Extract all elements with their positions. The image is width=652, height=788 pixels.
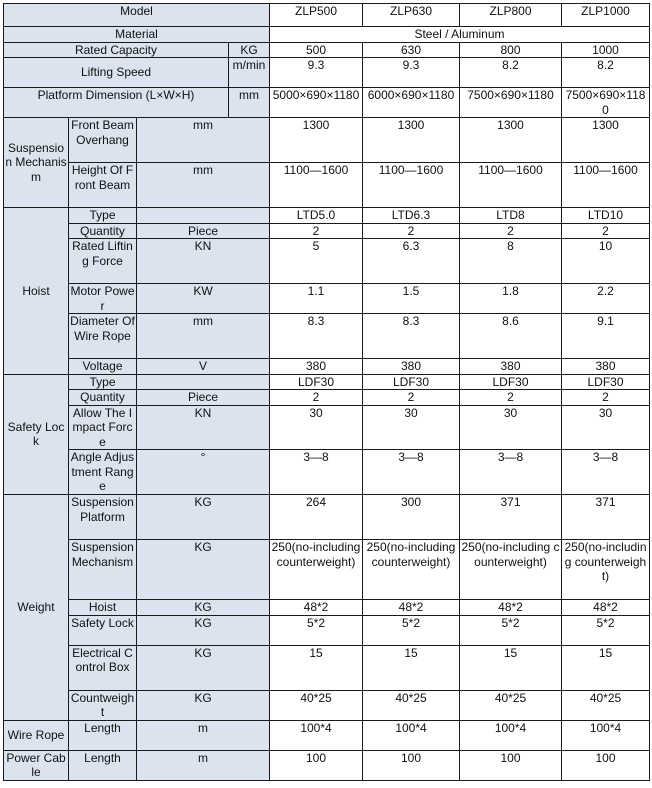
platform-dimension-unit: mm bbox=[229, 88, 270, 118]
item-label: Length bbox=[69, 720, 137, 750]
item-value: 8.3 bbox=[363, 314, 460, 359]
model-name: ZLP800 bbox=[460, 4, 562, 27]
group-weight-label: Weight bbox=[4, 495, 69, 721]
item-value: 1.1 bbox=[270, 284, 363, 314]
model-label: Model bbox=[4, 4, 270, 27]
item-value: 15 bbox=[363, 645, 460, 690]
group-suspension-row bbox=[4, 163, 650, 208]
header-row bbox=[4, 4, 650, 27]
model-name: ZLP1000 bbox=[562, 4, 650, 27]
platform-dimension-value: 5000×690×1180 bbox=[270, 88, 363, 118]
item-value: 2.2 bbox=[562, 284, 650, 314]
rated-capacity-value: 630 bbox=[363, 42, 460, 58]
group-safety-lock-row bbox=[4, 374, 650, 390]
lifting-speed-value: 8.2 bbox=[562, 58, 650, 88]
item-value: 2 bbox=[270, 390, 363, 406]
item-unit: KG bbox=[137, 600, 270, 616]
item-label: Suspension Platform bbox=[69, 495, 137, 540]
group-safety-lock-label: Safety Lock bbox=[4, 374, 69, 495]
group-power-cable-label: Power Cable bbox=[4, 750, 69, 780]
item-value: 100 bbox=[460, 750, 562, 780]
lifting-speed-label: Lifting Speed bbox=[4, 58, 229, 88]
item-value: 250(no-including counterweight) bbox=[460, 540, 562, 600]
item-value: 10 bbox=[562, 239, 650, 284]
item-label: Type bbox=[69, 374, 137, 390]
item-value: 1100—1600 bbox=[363, 163, 460, 208]
group-safety-lock-row bbox=[4, 390, 650, 406]
item-unit: Piece bbox=[137, 390, 270, 406]
group-weight-row bbox=[4, 615, 650, 645]
item-label: Rated Lifting Force bbox=[69, 239, 137, 284]
item-label: Angle Adjustment Range bbox=[69, 450, 137, 495]
item-value: 48*2 bbox=[363, 600, 460, 616]
item-value: 30 bbox=[562, 405, 650, 450]
platform-dimension-label: Platform Dimension (L×W×H) bbox=[4, 88, 229, 118]
item-value: 5*2 bbox=[562, 615, 650, 645]
material-value: Steel / Aluminum bbox=[270, 27, 650, 43]
group-hoist-label: Hoist bbox=[4, 208, 69, 375]
group-wire-rope-row bbox=[4, 720, 650, 750]
item-value: 380 bbox=[460, 359, 562, 375]
item-label: Hoist bbox=[69, 600, 137, 616]
group-weight-row bbox=[4, 495, 650, 540]
item-value: LTD6.3 bbox=[363, 208, 460, 224]
group-weight-row bbox=[4, 540, 650, 600]
item-unit: KG bbox=[137, 540, 270, 600]
item-value: 3—8 bbox=[460, 450, 562, 495]
item-value: 100*4 bbox=[460, 720, 562, 750]
item-value: 100*4 bbox=[363, 720, 460, 750]
item-value: LDF30 bbox=[363, 374, 460, 390]
platform-dimension-value: 7500×690×1180 bbox=[562, 88, 650, 118]
group-weight-row bbox=[4, 690, 650, 720]
item-value: 1.5 bbox=[363, 284, 460, 314]
item-value: 1300 bbox=[562, 118, 650, 163]
item-value: 380 bbox=[363, 359, 460, 375]
rated-capacity-label: Rated Capacity bbox=[4, 42, 229, 58]
item-value: LTD8 bbox=[460, 208, 562, 224]
group-suspension-row bbox=[4, 118, 650, 163]
rated-capacity-row bbox=[4, 42, 650, 58]
item-value: 1300 bbox=[363, 118, 460, 163]
item-value: 40*25 bbox=[460, 690, 562, 720]
lifting-speed-value: 9.3 bbox=[363, 58, 460, 88]
material-label: Material bbox=[4, 27, 270, 43]
group-suspension-label: Suspension Mechanism bbox=[4, 118, 69, 208]
item-value: 1100—1600 bbox=[562, 163, 650, 208]
group-hoist-row bbox=[4, 208, 650, 224]
item-value: 380 bbox=[562, 359, 650, 375]
item-value: 3—8 bbox=[270, 450, 363, 495]
item-label: Length bbox=[69, 750, 137, 780]
item-value: 48*2 bbox=[562, 600, 650, 616]
item-value: LDF30 bbox=[562, 374, 650, 390]
item-unit: KG bbox=[137, 690, 270, 720]
item-value: 30 bbox=[363, 405, 460, 450]
item-unit: KG bbox=[137, 495, 270, 540]
item-unit bbox=[137, 374, 270, 390]
item-value: 2 bbox=[460, 223, 562, 239]
item-value: 8.3 bbox=[270, 314, 363, 359]
item-value: 264 bbox=[270, 495, 363, 540]
item-value: 40*25 bbox=[270, 690, 363, 720]
item-unit: KN bbox=[137, 405, 270, 450]
item-label: Front Beam Overhang bbox=[69, 118, 137, 163]
group-hoist-row bbox=[4, 359, 650, 375]
item-unit: KW bbox=[137, 284, 270, 314]
item-value: 5*2 bbox=[270, 615, 363, 645]
item-unit: KN bbox=[137, 239, 270, 284]
item-value: 1100—1600 bbox=[270, 163, 363, 208]
material-row bbox=[4, 27, 650, 43]
rated-capacity-unit: KG bbox=[229, 42, 270, 58]
item-value: 3—8 bbox=[363, 450, 460, 495]
item-label: Height Of Front Beam bbox=[69, 163, 137, 208]
item-unit: ° bbox=[137, 450, 270, 495]
item-value: 2 bbox=[270, 223, 363, 239]
group-hoist-row bbox=[4, 284, 650, 314]
item-value: 371 bbox=[460, 495, 562, 540]
item-value: 5*2 bbox=[460, 615, 562, 645]
item-value: 9.1 bbox=[562, 314, 650, 359]
item-label: Suspension Mechanism bbox=[69, 540, 137, 600]
item-value: 100*4 bbox=[270, 720, 363, 750]
group-wire-rope-label: Wire Rope bbox=[4, 720, 69, 750]
spec-table bbox=[3, 3, 650, 781]
platform-dimension-value: 6000×690×1180 bbox=[363, 88, 460, 118]
item-unit: V bbox=[137, 359, 270, 375]
item-value: 1300 bbox=[460, 118, 562, 163]
item-value: LDF30 bbox=[460, 374, 562, 390]
group-weight-row bbox=[4, 600, 650, 616]
item-label: Quantity bbox=[69, 390, 137, 406]
item-value: 1100—1600 bbox=[460, 163, 562, 208]
item-label: Voltage bbox=[69, 359, 137, 375]
item-unit: mm bbox=[137, 118, 270, 163]
item-value: 40*25 bbox=[562, 690, 650, 720]
item-unit: m bbox=[137, 750, 270, 780]
item-value: 250(no-including counterweight) bbox=[562, 540, 650, 600]
item-value: 15 bbox=[460, 645, 562, 690]
model-name: ZLP500 bbox=[270, 4, 363, 27]
group-safety-lock-row bbox=[4, 405, 650, 450]
item-value: 2 bbox=[562, 223, 650, 239]
item-value: 300 bbox=[363, 495, 460, 540]
group-power-cable-row bbox=[4, 750, 650, 780]
item-value: LDF30 bbox=[270, 374, 363, 390]
item-value: 5*2 bbox=[363, 615, 460, 645]
item-value: 15 bbox=[562, 645, 650, 690]
model-name: ZLP630 bbox=[363, 4, 460, 27]
item-value: 380 bbox=[270, 359, 363, 375]
item-value: 30 bbox=[270, 405, 363, 450]
item-label: Type bbox=[69, 208, 137, 224]
item-unit: m bbox=[137, 720, 270, 750]
item-value: 2 bbox=[562, 390, 650, 406]
item-value: 100 bbox=[363, 750, 460, 780]
item-value: 371 bbox=[562, 495, 650, 540]
item-value: LTD5.0 bbox=[270, 208, 363, 224]
group-hoist-row bbox=[4, 223, 650, 239]
item-value: 100 bbox=[562, 750, 650, 780]
item-value: 15 bbox=[270, 645, 363, 690]
lifting-speed-row bbox=[4, 58, 650, 88]
item-unit bbox=[137, 208, 270, 224]
item-value: 48*2 bbox=[460, 600, 562, 616]
item-value: 100 bbox=[270, 750, 363, 780]
group-hoist-row bbox=[4, 314, 650, 359]
item-value: 2 bbox=[363, 390, 460, 406]
item-unit: mm bbox=[137, 314, 270, 359]
rated-capacity-value: 800 bbox=[460, 42, 562, 58]
item-value: 8 bbox=[460, 239, 562, 284]
item-unit: mm bbox=[137, 163, 270, 208]
platform-dimension-row bbox=[4, 88, 650, 118]
item-value: 30 bbox=[460, 405, 562, 450]
item-value: 2 bbox=[460, 390, 562, 406]
item-label: Diameter Of Wire Rope bbox=[69, 314, 137, 359]
platform-dimension-value: 7500×690×1180 bbox=[460, 88, 562, 118]
group-weight-row bbox=[4, 645, 650, 690]
item-value: LTD10 bbox=[562, 208, 650, 224]
item-value: 40*25 bbox=[363, 690, 460, 720]
item-value: 48*2 bbox=[270, 600, 363, 616]
rated-capacity-value: 1000 bbox=[562, 42, 650, 58]
item-unit: Piece bbox=[137, 223, 270, 239]
lifting-speed-value: 8.2 bbox=[460, 58, 562, 88]
item-value: 250(no-including counterweight) bbox=[270, 540, 363, 600]
item-unit: KG bbox=[137, 645, 270, 690]
item-value: 100*4 bbox=[562, 720, 650, 750]
item-value: 1300 bbox=[270, 118, 363, 163]
item-value: 8.6 bbox=[460, 314, 562, 359]
lifting-speed-value: 9.3 bbox=[270, 58, 363, 88]
rated-capacity-value: 500 bbox=[270, 42, 363, 58]
item-label: Motor Power bbox=[70, 284, 135, 313]
item-value: 1.8 bbox=[460, 284, 562, 314]
item-unit: KG bbox=[137, 615, 270, 645]
item-label: Safety Lock bbox=[69, 615, 137, 645]
item-value: 6.3 bbox=[363, 239, 460, 284]
item-value: 250(no-including counterweight) bbox=[363, 540, 460, 600]
item-label: Allow The Impact Force bbox=[69, 405, 137, 450]
item-value: 3—8 bbox=[562, 450, 650, 495]
group-hoist-row bbox=[4, 239, 650, 284]
group-safety-lock-row bbox=[4, 450, 650, 495]
item-label: Electrical Control Box bbox=[69, 645, 137, 690]
item-label: Quantity bbox=[69, 223, 137, 239]
item-label: Countweight bbox=[69, 690, 137, 720]
lifting-speed-unit: m/min bbox=[229, 58, 270, 88]
item-value: 5 bbox=[270, 239, 363, 284]
item-value: 2 bbox=[363, 223, 460, 239]
